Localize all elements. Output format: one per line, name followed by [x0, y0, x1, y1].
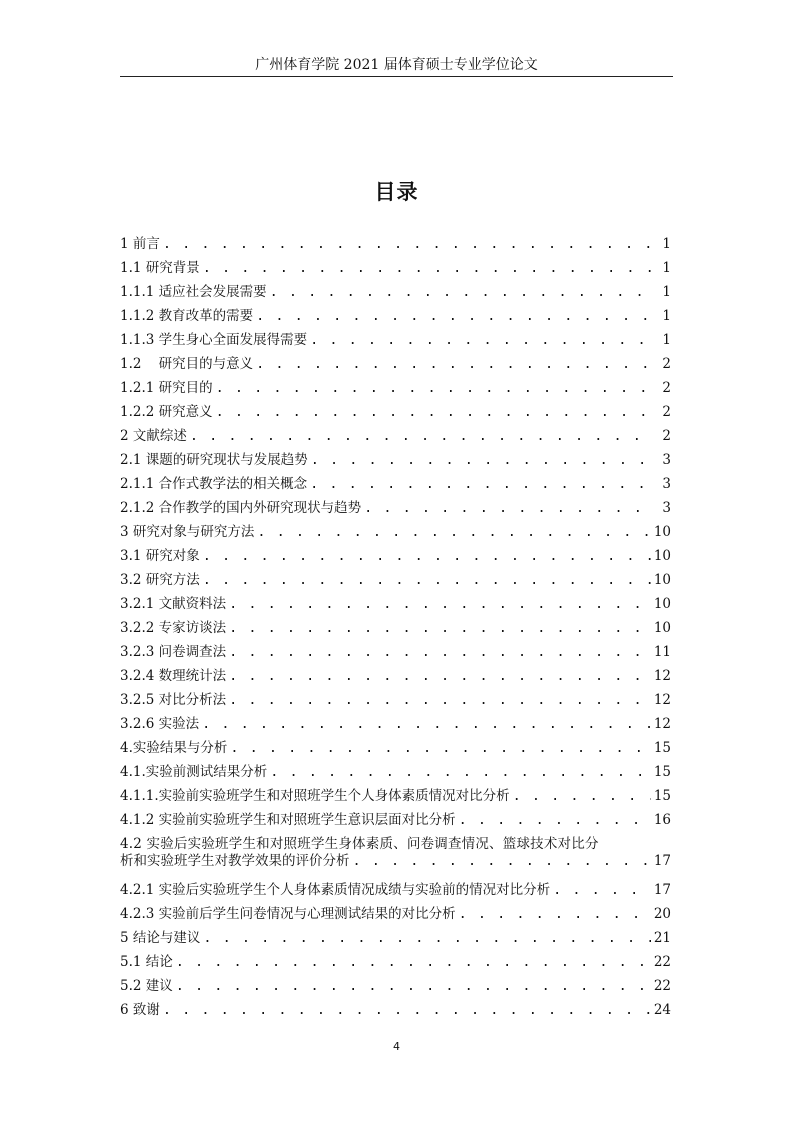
- dot-leader: [202, 712, 651, 736]
- toc-entry-label: 3.2.6 实验法: [120, 716, 200, 732]
- toc-entry[interactable]: [120, 616, 671, 640]
- table-of-contents: [120, 232, 671, 1022]
- header-divider: [120, 76, 673, 77]
- toc-entry-label: 3.2.5 对比分析法: [120, 692, 227, 708]
- toc-entry-label: 4.2.3 实验前后学生问卷情况与心理测试结果的对比分析: [120, 906, 456, 922]
- toc-entry-label: 3.2.1 文献资料法: [120, 596, 227, 612]
- toc-entry[interactable]: [120, 808, 671, 832]
- dot-leader: [270, 760, 651, 784]
- dot-leader: [203, 568, 651, 592]
- toc-entry-label: 3.2.3 问卷调查法: [120, 644, 227, 660]
- toc-entry[interactable]: [120, 544, 671, 568]
- toc-entry-label: 2.1 课题的研究现状与发展趋势: [120, 452, 308, 468]
- toc-entry-label: 4.1.实验前测试结果分析: [120, 764, 268, 780]
- toc-entry-label: 1.1 研究背景: [120, 260, 200, 276]
- dot-leader: [310, 328, 654, 352]
- toc-entry-label: 2.1.1 合作式教学法的相关概念: [120, 476, 308, 492]
- dot-leader: [229, 616, 651, 640]
- toc-entry-label: 2 文献综述: [120, 428, 187, 444]
- toc-entry-page: 15: [653, 764, 671, 780]
- toc-entry-label-continued: 析和实验班学生对教学效果的评价分析: [120, 853, 350, 869]
- toc-entry-label: 4.2 实验后实验班学生和对照班学生身体素质、问卷调查情况、篮球技术对比分: [120, 836, 599, 852]
- toc-entry-page: 1: [662, 236, 671, 252]
- toc-entry[interactable]: [120, 998, 671, 1022]
- toc-entry-label: 1.1.2 教育改革的需要: [120, 308, 254, 324]
- toc-entry-label: 5 结论与建议: [120, 930, 201, 946]
- toc-entry-page: 3: [662, 500, 671, 516]
- toc-entry[interactable]: [120, 664, 671, 688]
- dot-leader: [459, 808, 651, 832]
- dot-leader: [229, 592, 651, 616]
- dot-leader: [364, 496, 654, 520]
- toc-entry[interactable]: [120, 328, 671, 352]
- dot-leader: [229, 664, 651, 688]
- toc-entry-page: 10: [653, 572, 671, 588]
- toc-entry-page: 1: [662, 332, 671, 348]
- toc-entry-label: 1.2.2 研究意义: [120, 404, 213, 420]
- toc-entry[interactable]: [120, 568, 671, 592]
- toc-entry-page: 2: [662, 404, 671, 420]
- toc-entry[interactable]: [120, 926, 671, 950]
- toc-entry-label: 4.2.1 实验后实验班学生个人身体素质情况成绩与实验前的情况对比分析: [120, 882, 551, 898]
- toc-entry-page: 10: [653, 620, 671, 636]
- toc-entry-label: 1 前言: [120, 236, 160, 252]
- toc-entry-label: 3.2.2 专家访谈法: [120, 620, 227, 636]
- toc-entry[interactable]: [120, 424, 671, 448]
- page-title: 目录: [374, 180, 419, 204]
- toc-entry[interactable]: [120, 736, 671, 760]
- toc-entry-page: 1: [662, 308, 671, 324]
- toc-entry-page: 2: [662, 428, 671, 444]
- toc-entry[interactable]: [120, 496, 671, 520]
- dot-leader: [203, 256, 654, 280]
- toc-entry-page: 10: [653, 524, 671, 540]
- dot-leader: [203, 926, 650, 950]
- toc-entry-label: 6 致谢: [120, 1002, 160, 1018]
- toc-entry-page: 11: [653, 644, 671, 660]
- dot-leader: [270, 280, 654, 304]
- toc-entry-page: 10: [653, 548, 671, 564]
- page-number: 4: [393, 1040, 400, 1053]
- dot-leader: [256, 352, 654, 376]
- toc-entry-page: 1: [662, 284, 671, 300]
- toc-entry-label: 3.1 研究对象: [120, 548, 200, 564]
- toc-entry-label: 3 研究对象与研究方法: [120, 524, 255, 540]
- toc-entry-label: 4.1.2 实验前实验班学生和对照班学生意识层面对比分析: [120, 812, 456, 828]
- toc-entry[interactable]: [120, 304, 671, 328]
- dot-leader: [353, 853, 651, 870]
- toc-entry-page: 12: [653, 668, 671, 684]
- dot-leader: [216, 400, 654, 424]
- toc-entry-page: 20: [653, 906, 671, 922]
- toc-entry-label: 1.1.3 学生身心全面发展得需要: [120, 332, 308, 348]
- toc-entry-page: 22: [653, 978, 671, 994]
- dot-leader: [230, 736, 650, 760]
- toc-entry[interactable]: [120, 760, 671, 784]
- dot-leader: [176, 950, 651, 974]
- toc-entry-page: 17: [653, 882, 671, 898]
- toc-entry-page: 2: [662, 356, 671, 372]
- toc-entry-page: 3: [662, 452, 671, 468]
- dot-leader: [311, 448, 654, 472]
- toc-entry[interactable]: [120, 520, 671, 544]
- toc-entry[interactable]: [120, 280, 671, 304]
- toc-entry[interactable]: [120, 352, 671, 376]
- toc-entry[interactable]: [120, 376, 671, 400]
- dot-leader: [553, 878, 651, 902]
- toc-entry-label: 3.2.4 数理统计法: [120, 668, 227, 684]
- toc-entry-label: 5.1 结论: [120, 954, 173, 970]
- dot-leader: [190, 424, 654, 448]
- toc-entry-page: 12: [653, 716, 671, 732]
- toc-entry[interactable]: [120, 902, 671, 926]
- dot-leader: [203, 544, 651, 568]
- toc-entry[interactable]: [120, 688, 671, 712]
- toc-entry[interactable]: [120, 472, 671, 496]
- dot-leader: [163, 998, 651, 1022]
- toc-entry[interactable]: [120, 256, 671, 280]
- toc-entry[interactable]: [120, 232, 671, 256]
- running-header: 广州体育学院 2021 届体育硕士专业学位论文: [255, 57, 538, 73]
- toc-entry[interactable]: [120, 448, 671, 472]
- toc-entry-label: 3.2 研究方法: [120, 572, 200, 588]
- toc-entry-page: 21: [653, 930, 671, 946]
- dot-leader: [257, 520, 650, 544]
- toc-entry-label: 1.2 研究目的与意义: [120, 356, 254, 372]
- toc-entry-label: 4.1.1.实验前实验班学生和对照班学生个人身体素质情况对比分析: [120, 788, 510, 804]
- dot-leader: [459, 902, 651, 926]
- toc-entry[interactable]: [120, 832, 671, 878]
- toc-entry[interactable]: [120, 878, 671, 902]
- toc-entry[interactable]: [120, 712, 671, 736]
- dot-leader: [216, 376, 654, 400]
- toc-entry[interactable]: [120, 974, 671, 998]
- toc-entry[interactable]: [120, 400, 671, 424]
- dot-leader: [256, 304, 654, 328]
- toc-entry[interactable]: [120, 592, 671, 616]
- toc-entry-label: 1.2.1 研究目的: [120, 380, 213, 396]
- toc-entry[interactable]: [120, 950, 671, 974]
- toc-entry-page: 17: [653, 853, 671, 869]
- dot-leader: [310, 472, 654, 496]
- toc-entry-page: 15: [653, 740, 671, 756]
- toc-entry-page: 24: [653, 1002, 671, 1018]
- toc-entry-label: 4.实验结果与分析: [120, 740, 228, 756]
- toc-entry-page: 1: [662, 260, 671, 276]
- toc-entry-page: 10: [653, 596, 671, 612]
- toc-entry-page: 16: [653, 812, 671, 828]
- dot-leader: [176, 974, 651, 998]
- toc-entry-page: 3: [662, 476, 671, 492]
- dot-leader: [229, 688, 651, 712]
- toc-entry-page: 2: [662, 380, 671, 396]
- toc-entry[interactable]: [120, 784, 671, 808]
- toc-entry[interactable]: [120, 640, 671, 664]
- toc-entry-page: 22: [653, 954, 671, 970]
- toc-entry-page: 12: [653, 692, 671, 708]
- dot-leader: [513, 784, 651, 808]
- toc-entry-label: 1.1.1 适应社会发展需要: [120, 284, 267, 300]
- toc-entry-label: 5.2 建议: [120, 978, 173, 994]
- toc-entry-page: 15: [653, 788, 671, 804]
- dot-leader: [229, 640, 651, 664]
- dot-leader: [163, 232, 654, 256]
- toc-entry-label: 2.1.2 合作教学的国内外研究现状与趋势: [120, 500, 362, 516]
